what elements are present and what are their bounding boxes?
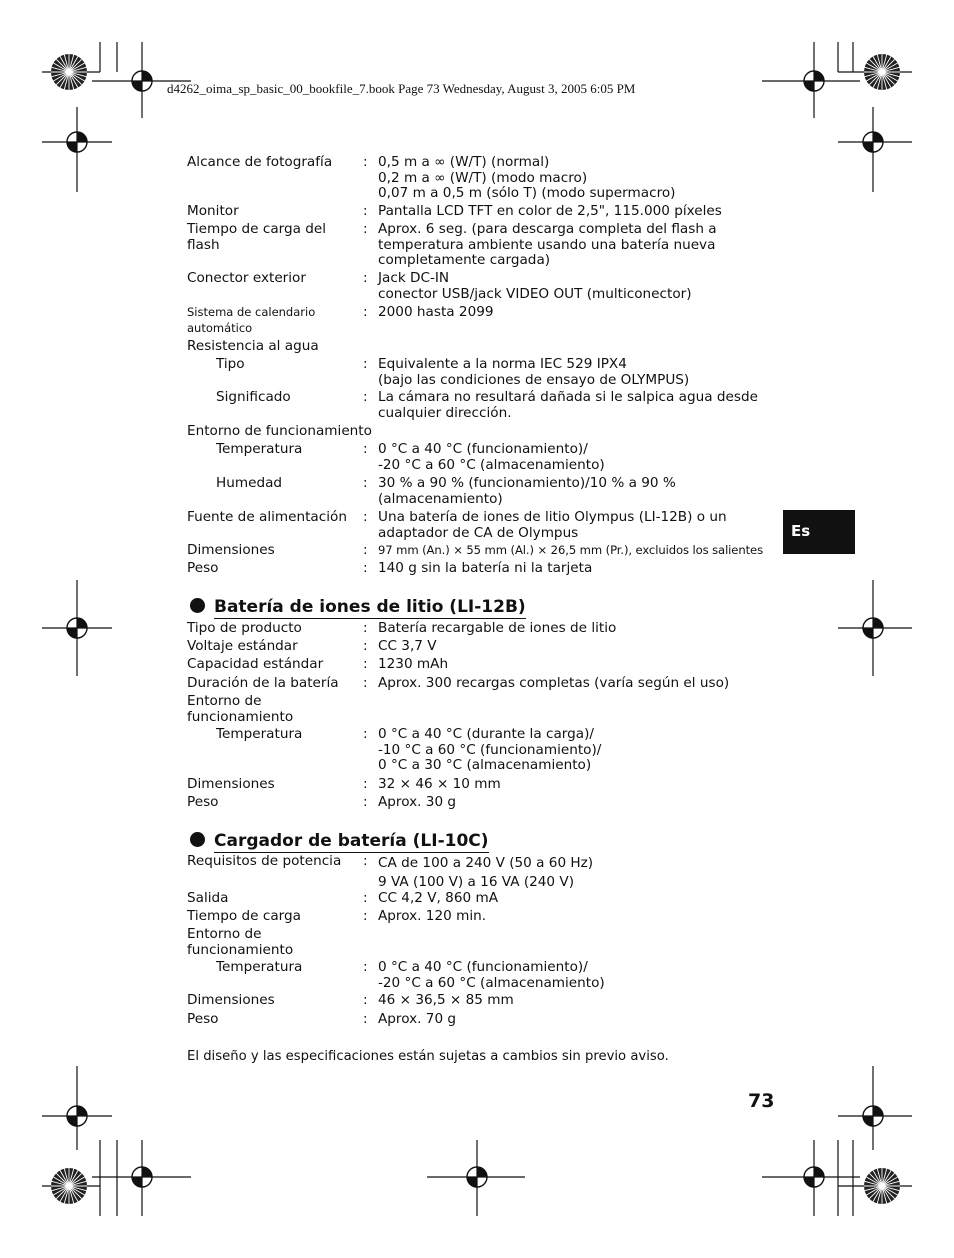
spec-value <box>378 727 787 774</box>
spec-row <box>187 795 787 813</box>
spec-label: Temperatura <box>216 441 303 457</box>
spec-value-line: -10 °C a 60 °C (funcionamiento)/ <box>378 741 602 758</box>
spec-colon: : <box>363 509 368 525</box>
spec-row <box>187 676 787 694</box>
spec-row <box>187 561 787 579</box>
spec-colon: : <box>363 675 368 691</box>
spec-label: Monitor <box>187 203 239 219</box>
spec-colon: : <box>363 154 368 170</box>
spec-colon: : <box>363 959 368 975</box>
charger-heading <box>190 831 489 851</box>
spec-colon: : <box>363 221 368 237</box>
spec-value: 32 × 46 × 10 mm <box>378 776 501 792</box>
spec-label: Dimensiones <box>187 542 275 558</box>
spec-label: Voltaje estándar <box>187 638 298 654</box>
spec-group-label <box>187 694 787 727</box>
spec-value <box>378 271 787 302</box>
spec-value <box>378 854 787 892</box>
spec-label: Entorno de funcionamiento <box>187 693 294 725</box>
spec-row <box>187 222 787 271</box>
print-header: d4262_oima_sp_basic_00_bookfile_7.book Page 73 Wednesday, August 3, 2005 6:05 PM <box>167 81 636 96</box>
battery-heading <box>190 597 526 617</box>
spec-group-label <box>187 424 787 442</box>
spec-value <box>378 442 787 473</box>
spec-label: Capacidad estándar <box>187 656 324 672</box>
battery-heading-text: Batería de iones de litio (LI-12B) <box>214 597 526 617</box>
footnote: El diseño y las especificaciones están sujetas a cambios sin previo aviso. <box>187 1049 669 1064</box>
spec-label: Dimensiones <box>187 776 275 792</box>
spec-value-line: 0,2 m a ∞ (W/T) (modo macro) <box>378 169 588 186</box>
spec-colon: : <box>363 441 368 457</box>
spec-row <box>187 727 787 777</box>
spec-label: Resistencia al agua <box>187 338 319 354</box>
spec-value-line: -20 °C a 60 °C (almacenamiento) <box>378 974 605 991</box>
spec-value: 140 g sin la batería ni la tarjeta <box>378 560 593 576</box>
bullet-icon <box>190 832 205 847</box>
spec-value: CC 4,2 V, 860 mA <box>378 890 498 906</box>
charger-specs <box>187 854 787 1030</box>
language-tab-label: Es <box>791 522 811 540</box>
page-number: 73 <box>748 1090 775 1112</box>
spec-row <box>187 891 787 909</box>
spec-colon: : <box>363 560 368 576</box>
spec-colon: : <box>363 853 368 869</box>
spec-group-label <box>187 927 787 960</box>
spec-colon: : <box>363 475 368 491</box>
spec-row <box>187 357 787 390</box>
spec-colon: : <box>363 776 368 792</box>
spec-value-line: CA de 100 a 240 V (50 a 60 Hz) <box>378 855 594 871</box>
spec-value: La cámara no resultará dañada si le salpica agua desde cualquier dirección. <box>378 389 758 421</box>
spec-colon: : <box>363 638 368 654</box>
spec-label: Entorno de funcionamiento <box>187 423 372 439</box>
spec-row <box>187 543 787 561</box>
spec-label: Tipo de producto <box>187 620 302 636</box>
spec-value-line: Equivalente a la norma IEC 529 IPX4 <box>378 356 627 372</box>
spec-colon: : <box>363 270 368 286</box>
spec-colon: : <box>363 542 368 558</box>
spec-value <box>378 357 787 388</box>
spec-value-line: Jack DC-IN <box>378 270 450 286</box>
spec-label: Dimensiones <box>187 992 275 1008</box>
spec-row <box>187 993 787 1012</box>
spec-value-line: conector USB/jack VIDEO OUT (multiconector) <box>378 285 692 302</box>
spec-row <box>187 657 787 676</box>
spec-value: Aprox. 300 recargas completas (varía según el uso) <box>378 675 730 691</box>
charger-heading-text: Cargador de batería (LI-10C) <box>214 831 489 851</box>
spec-row <box>187 621 787 639</box>
spec-colon: : <box>363 304 368 320</box>
spec-value <box>378 960 787 991</box>
spec-label: Temperatura <box>216 959 303 975</box>
spec-value-line: 0 °C a 30 °C (almacenamiento) <box>378 757 592 774</box>
spec-label: Sistema de calendario automático <box>187 305 316 335</box>
spec-colon: : <box>363 992 368 1008</box>
spec-colon: : <box>363 794 368 810</box>
spec-value: 30 % a 90 % (funcionamiento)/10 % a 90 % (almacenamiento) <box>378 475 676 507</box>
spec-row <box>187 305 787 339</box>
spec-colon: : <box>363 1011 368 1027</box>
spec-colon: : <box>363 356 368 372</box>
spec-colon: : <box>363 389 368 405</box>
spec-value: Una batería de iones de litio Olympus (LI-12B) o un adaptador de CA de Olympus <box>378 509 727 541</box>
spec-value <box>378 155 787 202</box>
spec-label: Fuente de alimentación <box>187 509 347 525</box>
camera-specs <box>187 155 787 579</box>
spec-colon: : <box>363 656 368 672</box>
spec-label: Conector exterior <box>187 270 306 286</box>
spec-row <box>187 854 787 891</box>
spec-label: Significado <box>216 389 291 405</box>
spec-row <box>187 476 787 510</box>
battery-specs <box>187 621 787 813</box>
spec-value: 2000 hasta 2099 <box>378 304 494 320</box>
spec-value-line: 0 °C a 40 °C (funcionamiento)/ <box>378 959 588 975</box>
spec-group-label <box>187 339 787 357</box>
spec-value-line: 0 °C a 40 °C (durante la carga)/ <box>378 726 594 742</box>
spec-row <box>187 271 787 305</box>
spec-value-line: -20 °C a 60 °C (almacenamiento) <box>378 456 605 473</box>
spec-row <box>187 639 787 657</box>
spec-value: Batería recargable de iones de litio <box>378 620 617 636</box>
spec-value: Aprox. 6 seg. (para descarga completa del flash a temperatura ambiente usando una batería nueva completamente cargada) <box>378 221 717 269</box>
spec-label: Peso <box>187 1011 219 1027</box>
spec-value-line: 0,07 m a 0,5 m (sólo T) (modo supermacro) <box>378 185 676 202</box>
spec-value: 1230 mAh <box>378 656 449 672</box>
spec-value: 46 × 36,5 × 85 mm <box>378 992 514 1008</box>
spec-label: Duración de la batería <box>187 675 339 691</box>
spec-row <box>187 909 787 927</box>
spec-label: Humedad <box>216 475 283 491</box>
spec-value: Aprox. 120 min. <box>378 908 487 924</box>
spec-label: Tiempo de carga <box>187 908 301 924</box>
spec-colon: : <box>363 620 368 636</box>
spec-row <box>187 390 787 424</box>
spec-label: Entorno de funcionamiento <box>187 926 294 958</box>
spec-value: Aprox. 30 g <box>378 794 457 810</box>
spec-value-line: (bajo las condiciones de ensayo de OLYMPUS) <box>378 371 690 388</box>
spec-row <box>187 510 787 543</box>
spec-value-line: 0,5 m a ∞ (W/T) (normal) <box>378 154 550 170</box>
spec-value: Aprox. 70 g <box>378 1011 457 1027</box>
spec-row <box>187 777 787 795</box>
spec-row <box>187 960 787 993</box>
spec-label: Peso <box>187 794 219 810</box>
spec-row <box>187 204 787 222</box>
bullet-icon <box>190 598 205 613</box>
language-tab <box>783 510 855 554</box>
spec-value-line: 0 °C a 40 °C (funcionamiento)/ <box>378 441 588 457</box>
spec-value: CC 3,7 V <box>378 638 437 654</box>
spec-value: Pantalla LCD TFT en color de 2,5", 115.000 píxeles <box>378 203 722 219</box>
spec-label: Tipo <box>216 356 245 372</box>
spec-colon: : <box>363 726 368 742</box>
spec-label: Tiempo de carga del flash <box>187 221 327 253</box>
spec-colon: : <box>363 890 368 906</box>
spec-row <box>187 1012 787 1030</box>
spec-label: Temperatura <box>216 726 303 742</box>
spec-row <box>187 442 787 476</box>
spec-value-line: 9 VA (100 V) a 16 VA (240 V) <box>378 874 575 890</box>
spec-label: Peso <box>187 560 219 576</box>
spec-row <box>187 155 787 204</box>
spec-label: Alcance de fotografía <box>187 154 333 170</box>
spec-value: 97 mm (An.) × 55 mm (Al.) × 26,5 mm (Pr.), excluidos los salientes <box>378 543 764 557</box>
spec-colon: : <box>363 203 368 219</box>
spec-label: Salida <box>187 890 229 906</box>
spec-label: Requisitos de potencia <box>187 853 342 869</box>
spec-colon: : <box>363 908 368 924</box>
